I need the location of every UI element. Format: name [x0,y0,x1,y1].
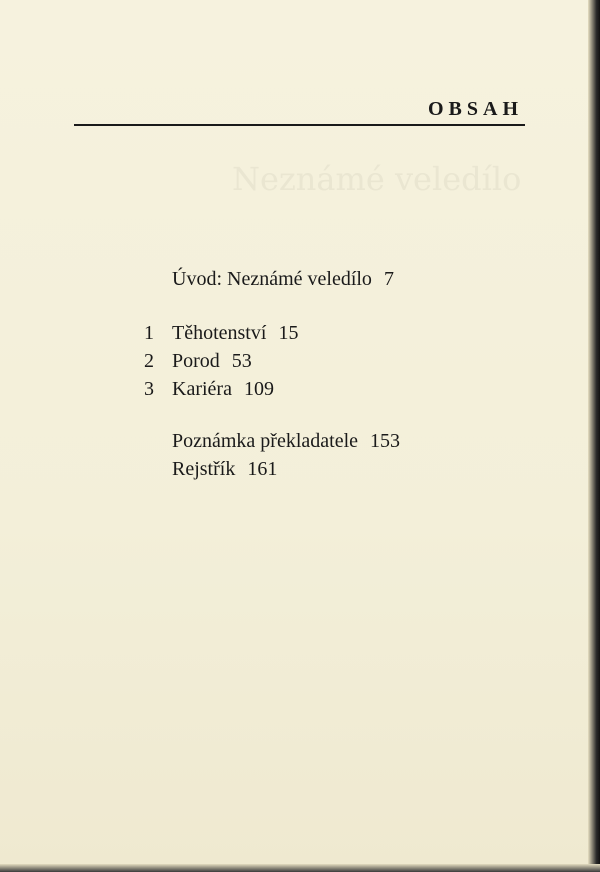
bleed-through-title: Neznámé veledílo [232,160,522,198]
page-edge-shadow [588,0,600,872]
toc-entry-page: 53 [231,350,252,372]
toc-chapter-number: 1 [144,322,154,344]
toc-entry-page: 161 [247,458,278,480]
toc-entry-page: 109 [243,378,274,400]
toc-entry-index [172,458,277,481]
toc-entry-translator-note [172,430,400,453]
toc-chapter-number: 3 [144,378,154,400]
toc-entry-page: 15 [278,322,299,344]
toc-entry-label: Kariéra [172,378,232,400]
header-rule [74,124,525,126]
toc-entry-page: 153 [370,430,401,452]
toc-entry-chapter-1 [144,322,299,345]
toc-entry-label: Těhotenství [172,322,267,344]
toc-entry-chapter-3 [144,378,274,401]
toc-entry-label: Porod [172,350,220,372]
page-bottom-edge [0,864,600,872]
toc-entry-label: Úvod: Neznámé veledílo [172,268,372,290]
toc-entry-label: Rejstřík [172,458,236,480]
toc-entry-label: Poznámka překladatele [172,430,359,452]
toc-entry-page: 7 [383,268,394,290]
toc-entry-chapter-2 [144,350,252,373]
toc-entry-intro [172,268,394,291]
toc-chapter-number: 2 [144,350,154,372]
page-title: OBSAH [428,98,524,120]
